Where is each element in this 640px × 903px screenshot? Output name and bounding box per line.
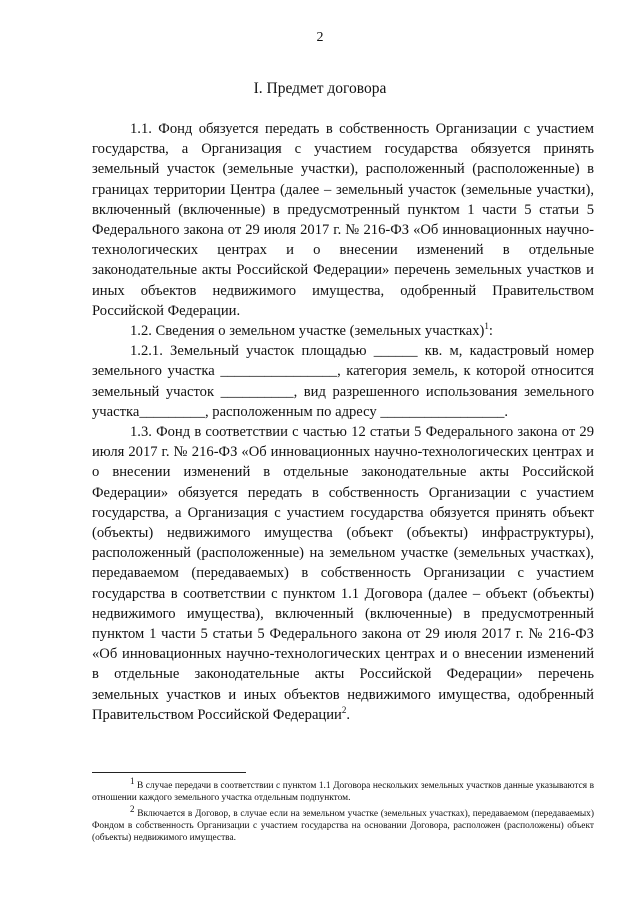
footnote-text-2: Включается в Договор, в случае если на земельном участке (земельных участках), передаваемом (передаваемых) Фондом в собственность Организации с участием государства на основании Договора, расположен (расположены) объект (объекты) недвижимого имущества.: [92, 808, 594, 844]
paragraph-1-3: [92, 422, 594, 725]
paragraph-1-1: 1.1. Фонд обязуется передать в собственность Организации с участием государства, а Организация с участием государства обязуется принять земельный участок (земельные участки), расположенный (расположенные) в границах территории Центра (далее – земельный участок (земельные участки), включенный (включенные) в предусмотренный пунктом 1 части 5 статьи 5 Федерального закона от 29 июля 2017 г. № 216-ФЗ «Об инновационных научно-технологических центрах и о внесении изменений в отдельные законодательные акты Российской Федерации» перечень земельных участков и иных объектов недвижимого имущества, одобренный Правительством Российской Федерации.: [92, 121, 594, 319]
paragraph-1-2-text: 1.2. Сведения о земельном участке (земельных участках): [130, 323, 485, 340]
document-body: [92, 119, 594, 725]
footnotes: [92, 775, 594, 847]
footnote-separator: [92, 772, 246, 773]
page-number: 2: [316, 30, 324, 45]
footnote-mark-1: 1: [130, 775, 135, 786]
paragraph-1-3-end: .: [346, 706, 351, 723]
paragraph-1-2-1: 1.2.1. Земельный участок площадью ______ кв. м, кадастровый номер земельного участка ________________, категория земель, к которой относится земельный участок __________, вид разрешенного использования земельного участка_________, расположенным по адресу _________________.: [92, 343, 594, 420]
section-title: I. Предмет договора: [253, 80, 387, 97]
footnote-1: [92, 775, 594, 805]
footnote-ref-2: 2: [341, 705, 347, 716]
paragraph-1-3-text: 1.3. Фонд в соответствии с частью 12 статьи 5 Федерального закона от 29 июля 2017 г. № 216-ФЗ «Об инновационных научно-технологических центрах и о внесении изменений в отдельные законодательные акты Российской Федерации» обязуется передать в собственность Организации с участием государства, а Организация с участием государства обязуется принять объект (объекты) недвижимого имущества (объект (объекты) инфраструктуры), расположенный (расположенные) на земельном участке (земельных участках), передаваемом (передаваемых) в собственность Организации с участием государства в соответствии с пунктом 1.1 Договора (далее – объект (объекты) недвижимого имущества), включенный (включенные) в предусмотренный пунктом 1 части 5 статьи 5 Федерального закона от 29 июля 2017 г. № 216-ФЗ «Об инновационных научно-технологических центрах и о внесении изменений в отдельные законодательные акты Российской Федерации» перечень земельных участков и иных объектов недвижимого имущества, одобренный Правительством Российской Федерации: [92, 424, 594, 723]
footnote-2: [92, 803, 594, 845]
paragraph-1-2: 1.2. Сведения о земельном участке (земельных участках)$^1$:: [130, 321, 493, 340]
footnote-ref-1: 1: [484, 321, 489, 332]
footnote-text-1: В случае передачи в соответствии с пунктом 1.1 Договора нескольких земельных участков данные указываются в отношении каждого земельного участка отдельным подпунктом.: [92, 781, 594, 804]
footnote-mark-2: 2: [130, 803, 135, 814]
